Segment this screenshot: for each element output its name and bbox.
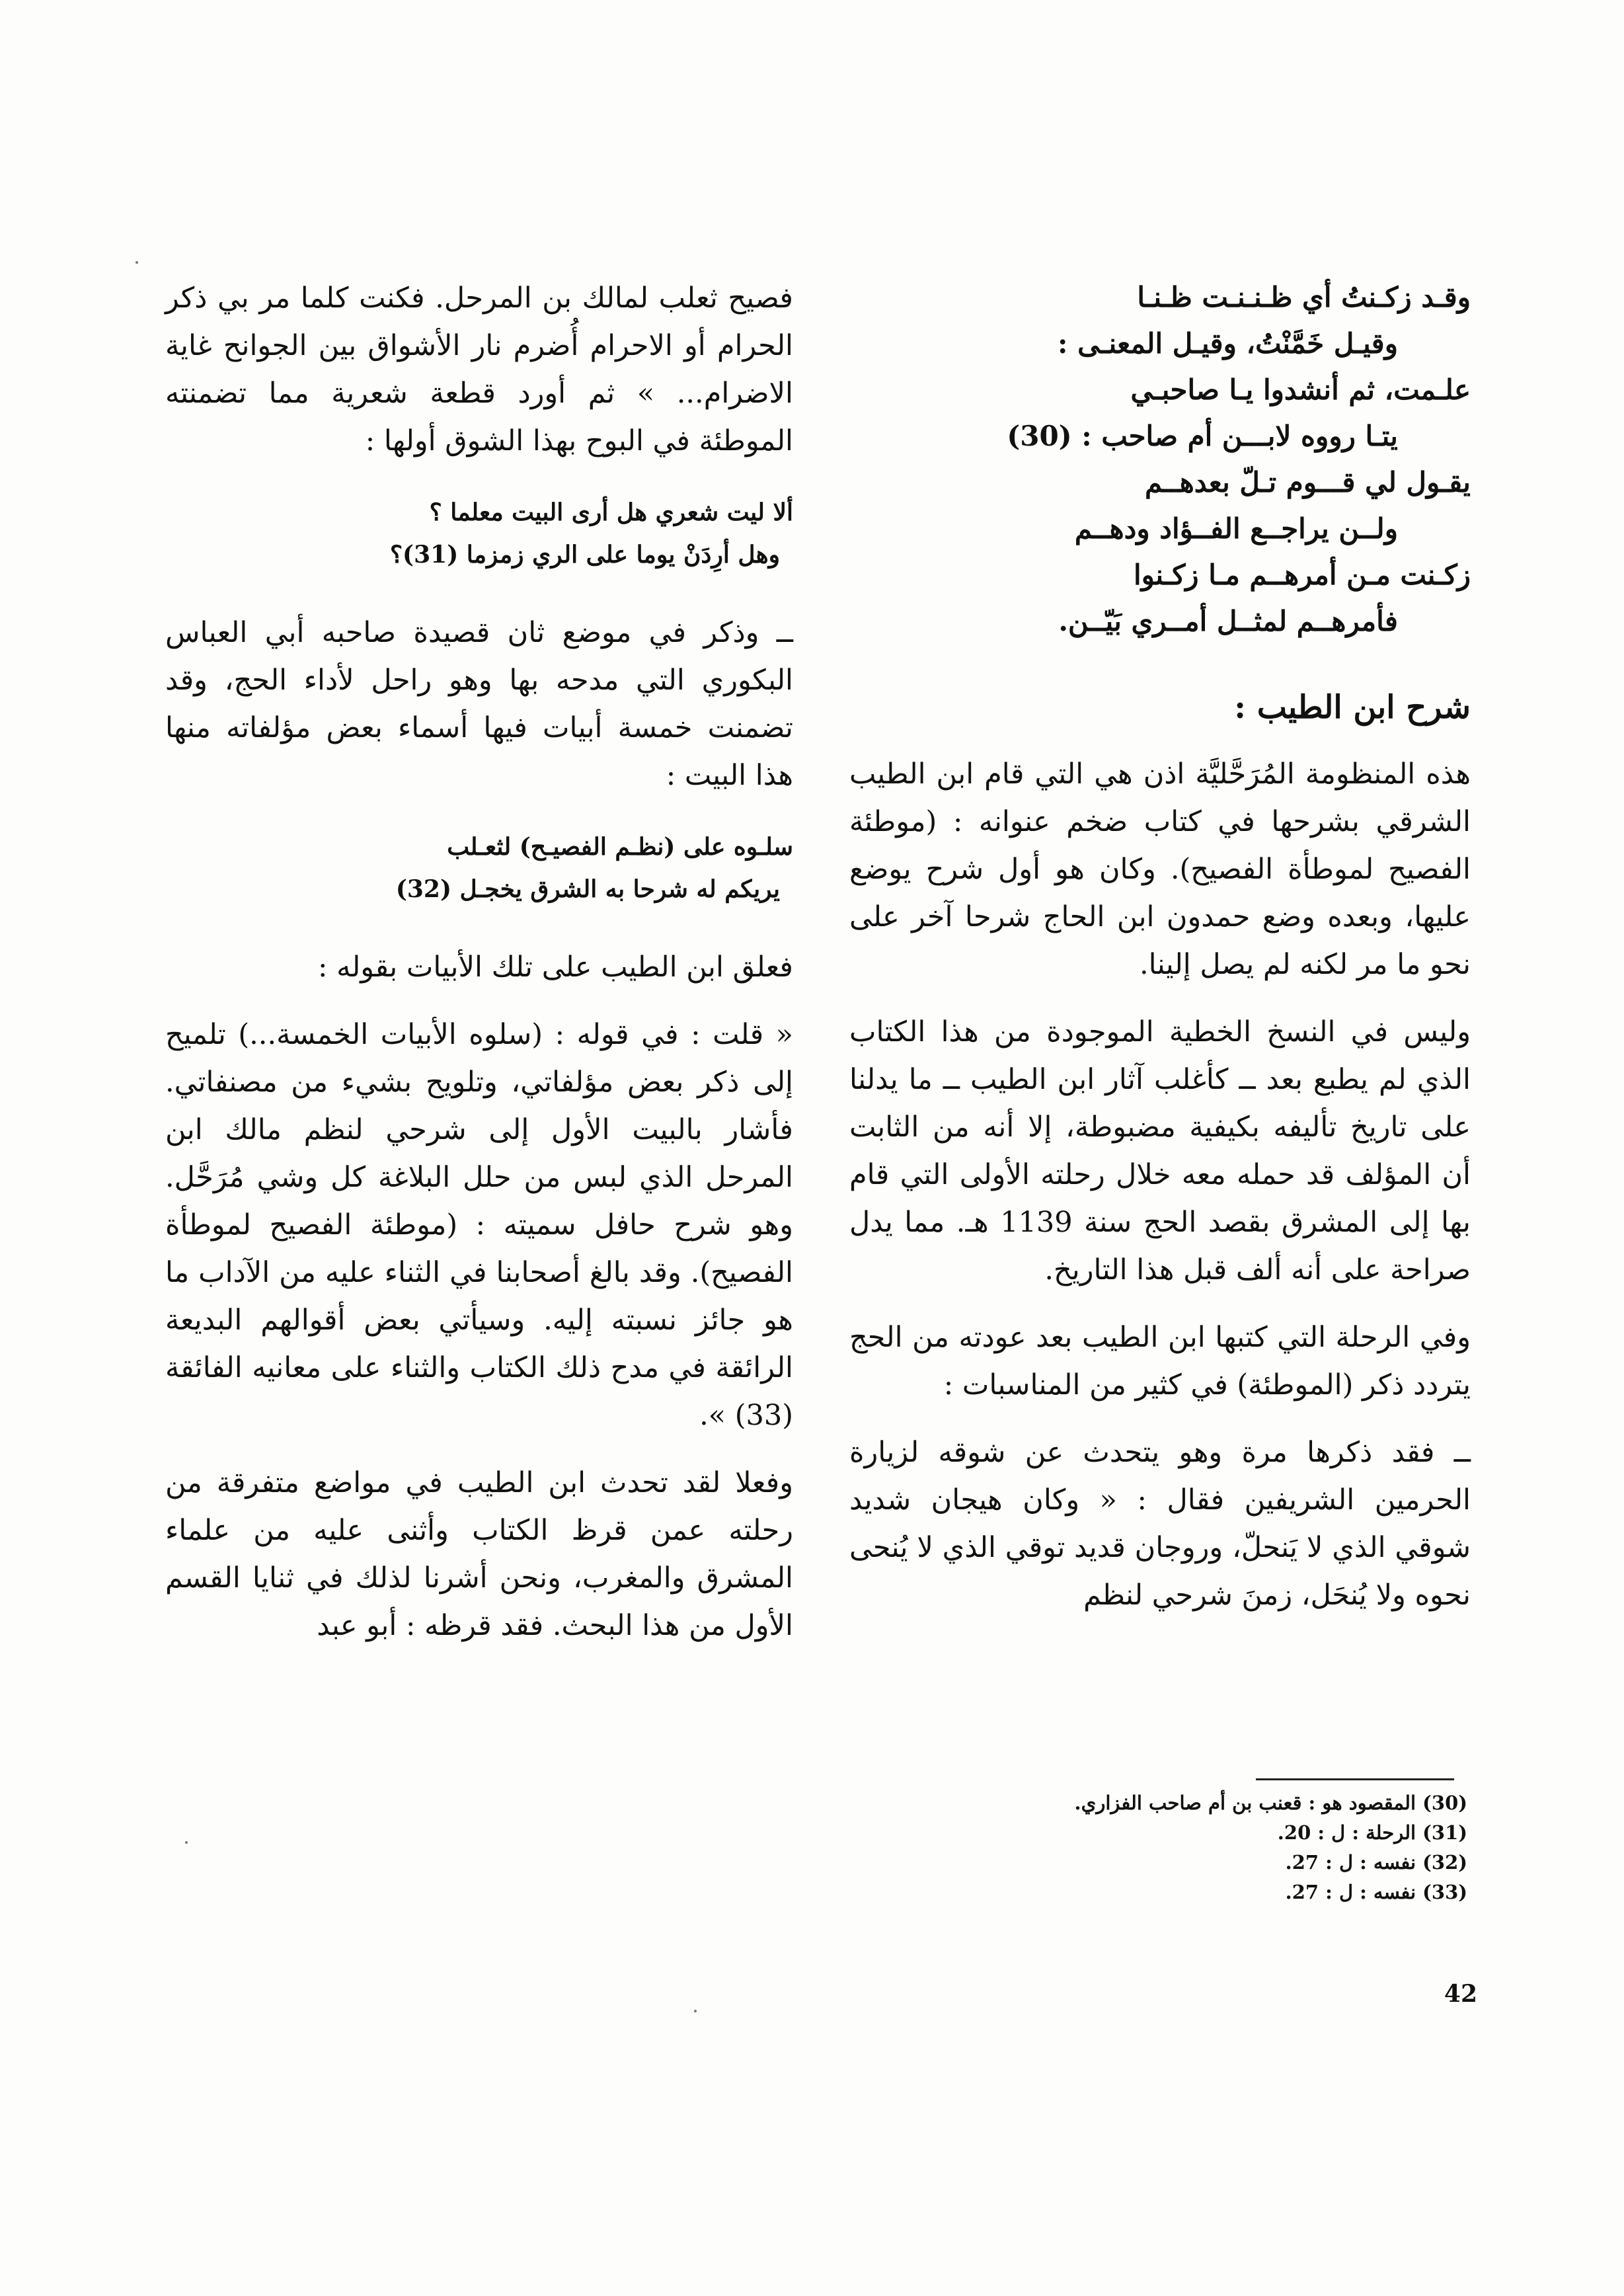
verse-line: ألا ليت شعري هل أرى البيت معلما ؟: [429, 498, 793, 526]
page-number: 42: [1444, 1980, 1477, 2008]
footnote: (32) نفسه : ل : 27.: [1285, 1851, 1467, 1874]
poem-line: يتـا رووه لابـــن أم صاحب : (30): [1007, 420, 1398, 452]
verse-block: [165, 826, 793, 910]
body-paragraph: هذه المنظومة المُرَحَّليَّة اذن هي التي قام ابن الطيب الشرقي بشرحها في كتاب ضخم عنوانه : (موطئة الفصيح لموطأة الفصيح). وكان هو أول شرح يوضع عليها، وبعده وضع حمدون ابن الحاج شرحا آخر على نحو ما مر لكنه لم يصل إلينا.: [849, 758, 1471, 981]
verse-line: سلـوه على (نظـم الفصيـح) لثعـلب: [447, 833, 793, 861]
body-paragraph: ــ فقد ذكرها مرة وهو يتحدث عن شوقه لزيارة الحرمين الشريفين فقال : « وكان هيجان شديد شوقي الذي لا يَنحلّ، وروجان قديد توقي الذي لا يُنحى نحوه ولا يُنحَل، زمنَ شرحي لنظم: [849, 1436, 1471, 1612]
verse-line: وهل أرِدَنْ يوما على الري زمزما (31)؟: [389, 541, 780, 569]
section-heading: شرح ابن الطيب :: [1234, 689, 1471, 726]
poem-line: وقـد زكـنتُ أي ظـنـنـت ظـنـا: [1137, 281, 1471, 313]
scan-speck: [135, 261, 138, 264]
body-paragraph: « قلت : في قوله : (سلوه الأبيات الخمسة...) تلميح إلى ذكر بعض مؤلفاتي، وتلويح بشيء من مصنفاتي. فأشار بالبيت الأول إلى شرحي لنظم مالك ابن المرحل الذي لبس من حلل البلاغة كل وشي مُرَحَّل. وهو شرح حافل سميته : (موطئة الفصيح لموطأة الفصيح). وقد بالغ أصحابنا في الثناء عليه من الآداب ما هو جائز نسبته إليه. وسيأتي بعض أقوالهم البديعة الرائقة في مدح ذلك الكتاب والثناء على معانيه الفائقة (33) ».: [165, 1018, 793, 1432]
body-paragraph: وفعلا لقد تحدث ابن الطيب في مواضع متفرقة من رحلته عمن قرظ الكتاب وأثنى عليه من علماء المشرق والمغرب، ونحن أشرنا لذلك في ثنايا القسم الأول من هذا البحث. فقد قرظه : أبو عبد: [165, 1466, 793, 1642]
poem-line: زكـنت مـن أمرهــم مـا زكـنوا: [1133, 559, 1471, 591]
poem-block: [849, 274, 1471, 645]
body-paragraph: وفي الرحلة التي كتبها ابن الطيب بعد عودته من الحج يتردد ذكر (الموطئة) في كثير من المناسبات :: [849, 1321, 1471, 1402]
verse-line: يريكم له شرحا به الشرق يخجـل (32): [395, 875, 780, 903]
footnote: (31) الرحلة : ل : 20.: [1277, 1821, 1467, 1844]
poem-line: علـمت، ثم أنشدوا يـا صاحبـي: [1130, 374, 1471, 406]
poem-line: فأمرهــم لمثــل أمــري بَيّــن.: [1058, 605, 1398, 637]
verse-block: [165, 491, 793, 576]
left-column: [165, 274, 793, 1669]
footnote: (30) المقصود هو : قعنب بن أم صاحب الفزاري.: [1074, 1792, 1467, 1814]
body-paragraph: ــ وذكر في موضع ثان قصيدة صاحبه أبي العباس البكوري التي مدحه بها وهو راحل لأداء الحج، وقد تضمنت خمسة أبيات فيها أسماء بعض مؤلفاته منها هذا البيت :: [165, 616, 793, 792]
poem-line: ولــن يراجــع الفــؤاد ودهــم: [1074, 512, 1398, 545]
footnotes: [991, 1788, 1467, 1907]
scan-speck: [185, 1841, 188, 1844]
poem-line: وقيـل خَمَّنْتُ، وقيـل المعنـى :: [1058, 327, 1398, 360]
right-column: [849, 274, 1471, 1639]
footnote-divider: [1256, 1778, 1454, 1780]
body-paragraph: وليس في النسخ الخطية الموجودة من هذا الكتاب الذي لم يطبع بعد ــ كأغلب آثار ابن الطيب ــ ما يدلنا على تاريخ تأليفه بكيفية مضبوطة، إلا أنه من الثابت أن المؤلف قد حمله معه خلال رحلته الأولى التي قام بها إلى المشرق بقصد الحج سنة 1139 هـ. مما يدل صراحة على أنه ألف قبل هذا التاريخ.: [849, 1015, 1471, 1287]
poem-line: يقـول لي قـــوم تـلّ بعدهــم: [1145, 466, 1471, 498]
body-paragraph: فصيح ثعلب لمالك بن المرحل. فكنت كلما مر بي ذكر الحرام أو الاحرام أُضرم نار الأشواق بين الجوانح غاية الاضرام... » ثم أورد قطعة شعرية مما تضمنته الموطئة في البوح بهذا الشوق أولها :: [165, 282, 793, 457]
body-paragraph: فعلق ابن الطيب على تلك الأبيات بقوله :: [318, 951, 793, 984]
footnote: (33) نفسه : ل : 27.: [1285, 1881, 1467, 1903]
scan-speck: [694, 2010, 697, 2012]
